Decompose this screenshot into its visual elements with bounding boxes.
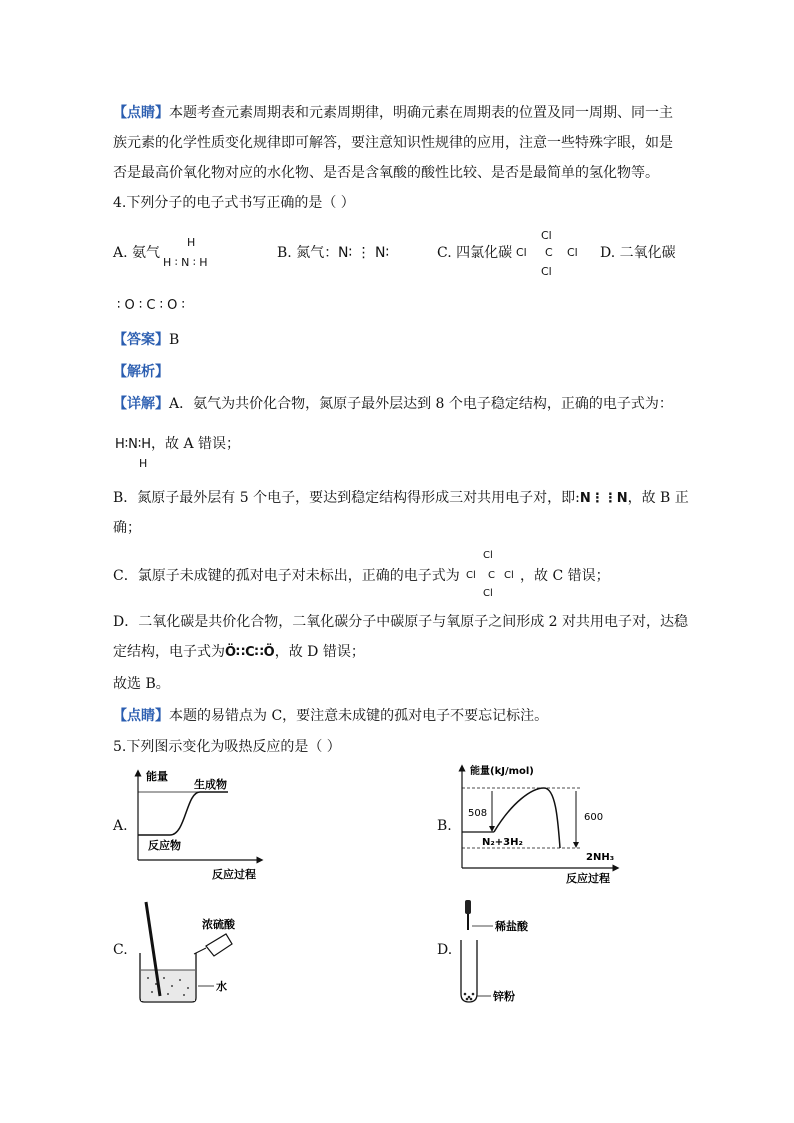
- q4-option-d-formula: ∶ O ∶ C ∶ O ∶: [117, 298, 185, 313]
- question-4-stem: 4.下列分子的电子式书写正确的是（ ）: [113, 195, 355, 211]
- detail-a-formula: H∶N∶H: [115, 437, 152, 452]
- q4-option-c-cl-left: Cl: [516, 246, 527, 259]
- answer-value: B: [169, 332, 180, 348]
- d-metal-label: 锌粉: [493, 990, 515, 1003]
- a-product-label: 生成物: [194, 778, 227, 791]
- c-acid-bottle: [206, 934, 232, 956]
- d-test-tube: [461, 940, 477, 1002]
- detail-b-line-2: 确；: [113, 520, 141, 536]
- detail-d-formula: Ö∷C∷Ö: [225, 645, 275, 660]
- detail-d-line-2: [113, 642, 365, 663]
- d-dropper-bulb: [465, 900, 471, 914]
- b-product-label: 2NH₃: [586, 852, 615, 863]
- answer-line: [113, 330, 179, 350]
- q4-option-b-label: B. 氮气：: [277, 245, 339, 261]
- detail-c-cl-bottom: Cl: [483, 588, 493, 599]
- c-water-label: 水: [216, 980, 227, 993]
- detail-a-formula-line: [115, 434, 240, 455]
- detail-d-text: D．二氧化碳是共价化合物，二氧化碳分子中碳原子与氧原子之间形成 2 对共用电子对，达稳: [113, 614, 689, 630]
- detail-c-cl-left: Cl: [466, 570, 476, 581]
- detail-c-cl-right: Cl: [504, 570, 514, 581]
- detail-d-line-2-text: 定结构，电子式为: [113, 644, 225, 660]
- d-acid-label: 稀盐酸: [495, 920, 528, 933]
- detail-tag: 【详解】: [113, 396, 169, 412]
- q5-option-a-label: A.: [113, 818, 128, 834]
- answer-tag: 【答案】: [113, 332, 169, 348]
- q4-option-c-label: C. 四氯化碳: [437, 245, 513, 261]
- q5-option-b-energy-diagram: [452, 762, 622, 887]
- detail-c-tail: ，故 C 错误；: [520, 568, 610, 584]
- d-zinc-powder: [464, 993, 475, 1001]
- q4-option-a-formula: H ∶ N ∶ H: [163, 256, 208, 269]
- a-xlabel: 反应过程: [212, 868, 256, 881]
- q4-option-c-cl-right: Cl: [567, 246, 578, 259]
- q4-option-b-formula: N∶ ⋮ N∶: [338, 245, 390, 261]
- question-5-stem: 5.下列图示变化为吸热反应的是（ ）: [113, 739, 341, 755]
- b-xlabel: 反应过程: [566, 872, 610, 885]
- q5-option-d-test-tube-figure: [455, 896, 575, 1008]
- detail-b-tail: ，故 B 正: [627, 490, 689, 506]
- analysis-tag: 【解析】: [113, 364, 169, 380]
- a-ylabel: 能量: [146, 770, 168, 783]
- detail-a-tail: ，故 A 错误；: [151, 436, 241, 452]
- q4-option-d-label: D. 二氧化碳: [600, 245, 676, 261]
- q5-option-d-label: D.: [437, 942, 453, 958]
- detail-d-tail: ，故 D 错误；: [274, 644, 365, 660]
- note-tag: 【点睛】: [113, 105, 169, 121]
- q4-option-c-cl-bottom: Cl: [541, 265, 552, 278]
- q4-option-c-c: C: [545, 246, 553, 259]
- b-reactant-label: N₂+3H₂: [482, 837, 523, 848]
- detail-a-text: A．氨气为共价化合物，氮原子最外层达到 8 个电子稳定结构，正确的电子式为：: [169, 396, 673, 412]
- note-2-tag: 【点睛】: [113, 708, 169, 724]
- detail-b-text: B．氮原子最外层有 5 个电子，要达到稳定结构得形成三对共用电子对，即:: [113, 490, 580, 506]
- note-paragraph-line-2: 族元素的化学性质变化规律即可解答，要注意知识性规律的应用，注意一些特殊字眼，如是: [113, 135, 673, 151]
- detail-c-text: C．氯原子未成键的孤对电子对未标出，正确的电子式为: [113, 568, 460, 584]
- b-ylabel: 能量(kJ/mol): [470, 766, 534, 777]
- q5-option-c-label: C.: [113, 942, 128, 958]
- detail-c-c: C: [488, 570, 495, 581]
- note-paragraph-line-1: [113, 103, 673, 123]
- note-2-text: 本题的易错点为 C，要注意未成键的孤对电子不要忘记标注。: [169, 708, 549, 724]
- q5-option-c-beaker-figure: [128, 898, 278, 1008]
- b-value-600: 600: [584, 812, 604, 823]
- note-paragraph-line-3: 否是最高价氧化物对应的水化物、是否是含氧酸的酸性比较、是否是最简单的氢化物等。: [113, 165, 659, 181]
- a-reactant-label: 反应物: [148, 839, 181, 852]
- c-water: [141, 970, 195, 1001]
- a-energy-curve: [138, 792, 228, 835]
- c-acid-label: 浓硫酸: [202, 918, 235, 931]
- q4-option-a-label: A. 氨气: [113, 245, 161, 261]
- note-text-1: 本题考查元素周期表和元素周期律，明确元素在周期表的位置及同一周期、同一主: [169, 105, 673, 121]
- q4-option-c-cl-top: Cl: [541, 229, 552, 242]
- detail-b-line: [113, 488, 689, 509]
- detail-c-cl-top: Cl: [483, 550, 493, 561]
- detail-a-line: [113, 394, 673, 414]
- detail-b-formula: N⋮⋮N: [579, 491, 628, 506]
- b-value-508: 508: [468, 808, 488, 819]
- q4-option-a-h-top: H: [187, 236, 196, 249]
- q5-option-a-energy-diagram: [128, 768, 268, 883]
- detail-a-formula-h-bottom: H: [139, 457, 148, 470]
- q5-option-b-label: B.: [437, 818, 452, 834]
- note-2-line: [113, 706, 548, 726]
- detail-conclusion: 故选 B。: [113, 676, 170, 692]
